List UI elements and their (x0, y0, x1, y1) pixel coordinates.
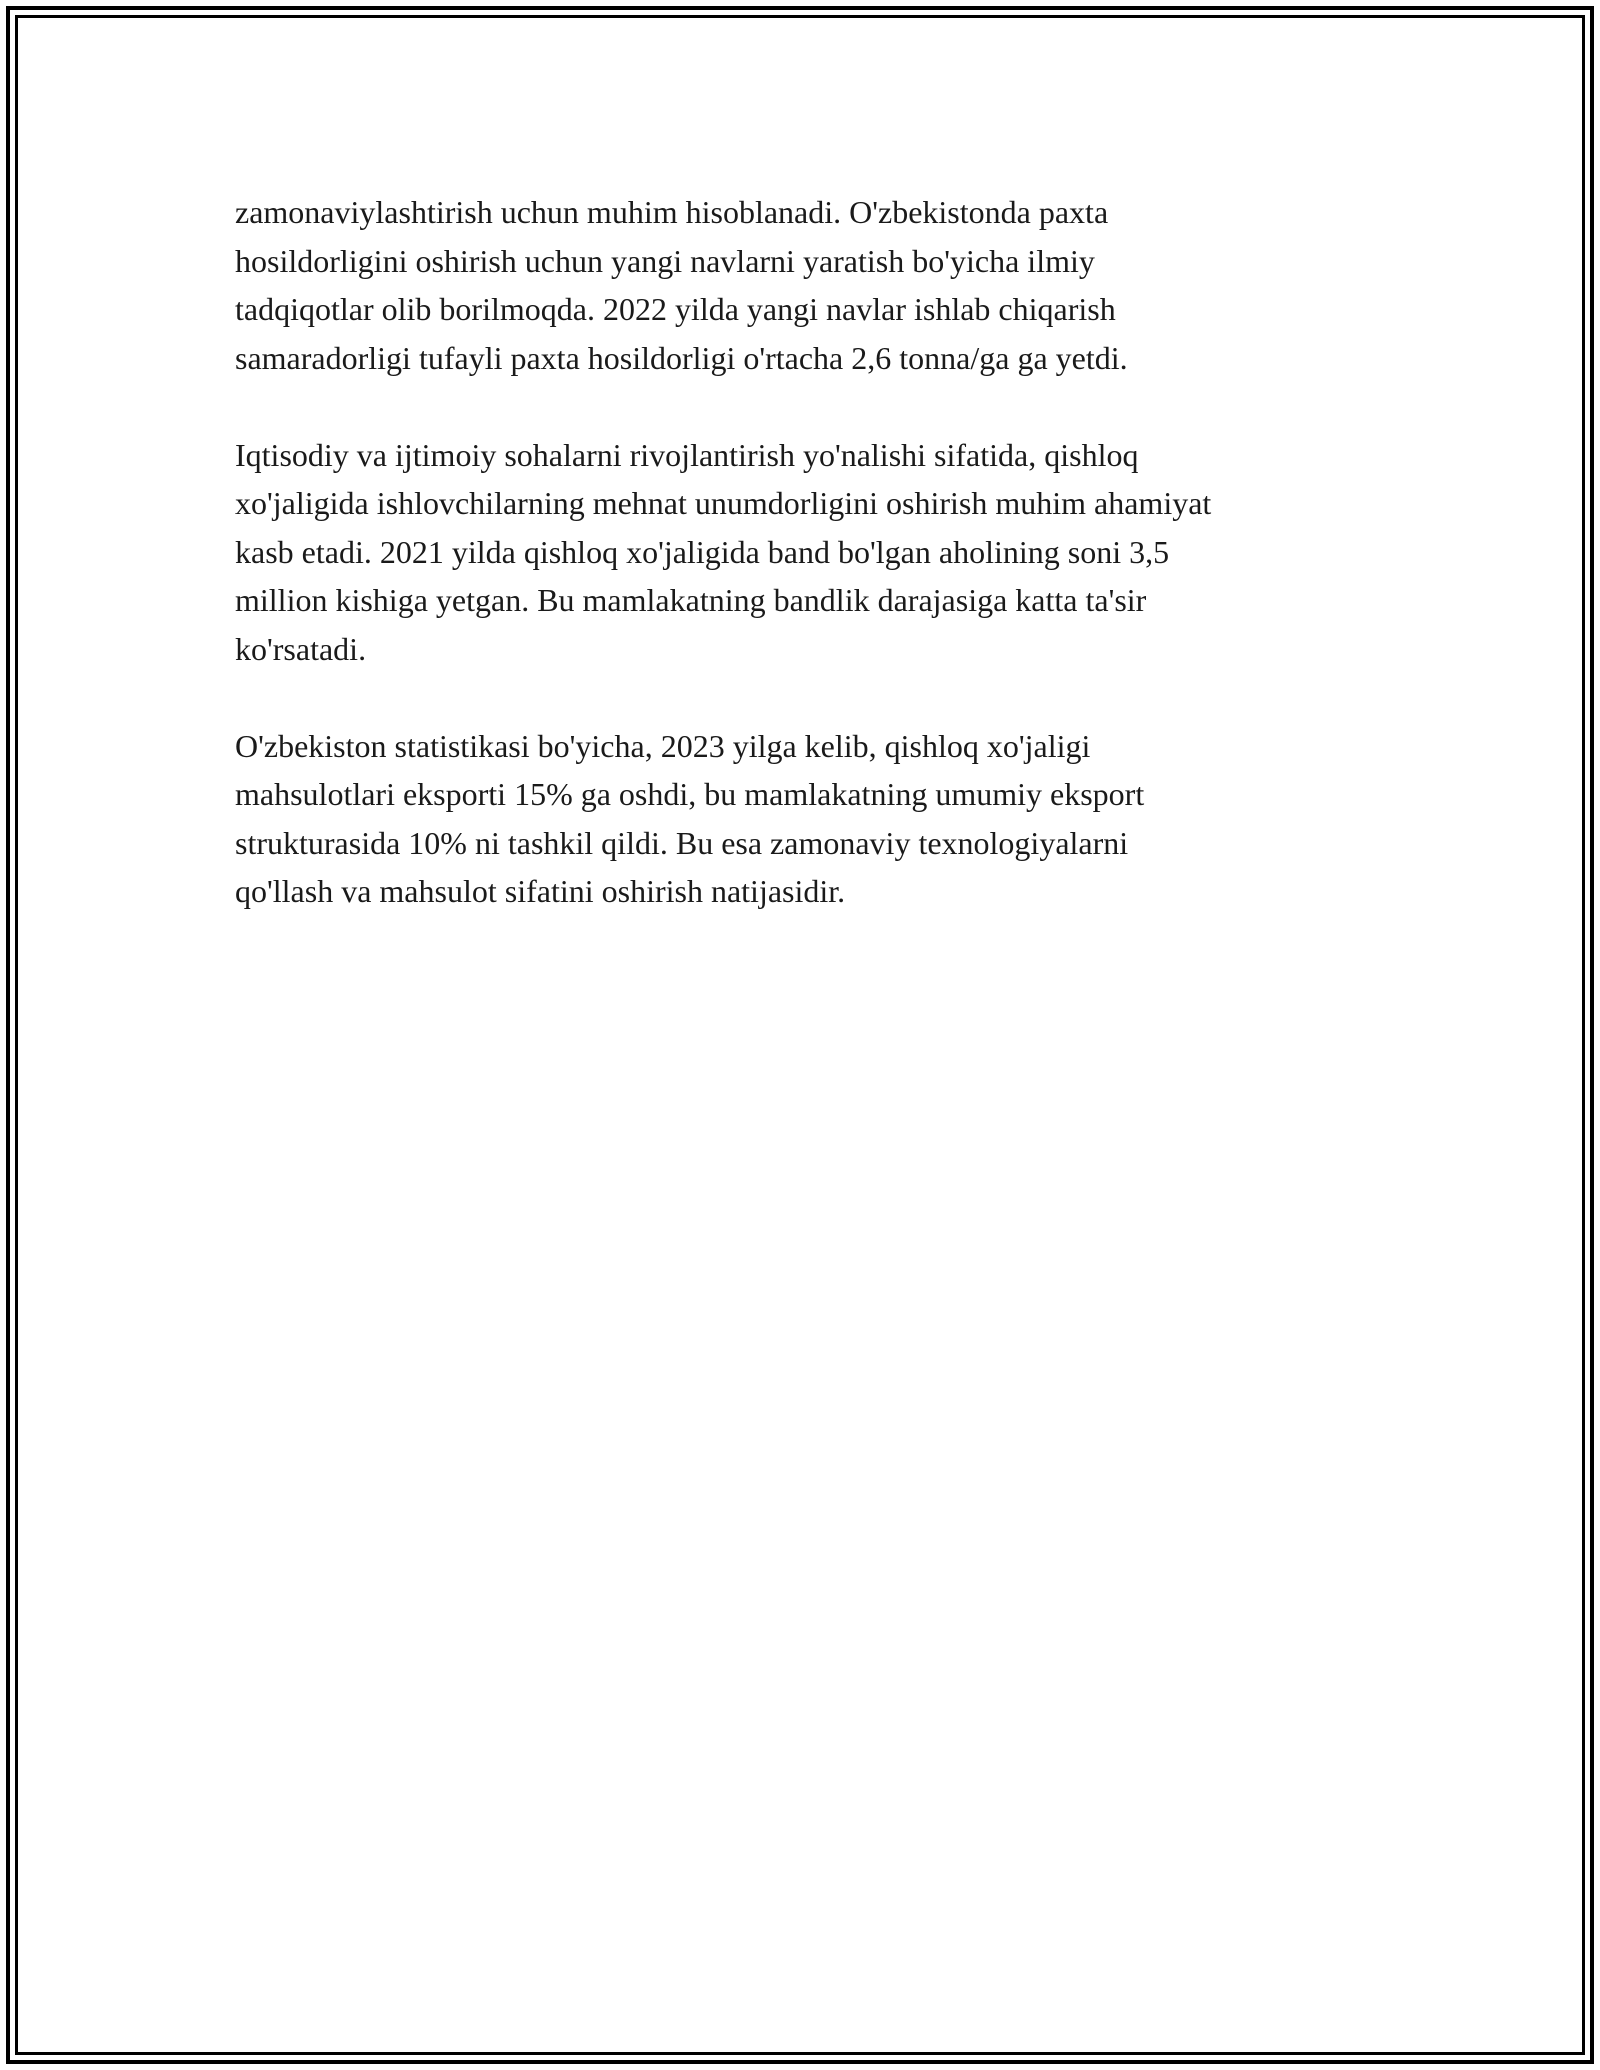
paragraph (235, 431, 1385, 674)
text-line: hosildorligini oshirish uchun yangi navlarni yaratish bo'yicha ilmiy (235, 242, 1095, 279)
text-line: zamonaviylashtirish uchun muhim hisoblanadi. O'zbekistonda paxta (235, 194, 1109, 230)
paragraph (235, 722, 1385, 916)
text-line: qo'llash va mahsulot sifatini oshirish natijasidir. (235, 873, 846, 909)
text-line: million kishiga yetgan. Bu mamlakatning bandlik darajasiga katta ta'sir (235, 582, 1147, 618)
document-body (235, 188, 1385, 964)
text-line: kasb etadi. 2021 yilda qishloq xo'jaligida band bo'lgan aholining soni 3,5 (235, 533, 1170, 570)
text-line: tadqiqotlar olib borilmoqda. 2022 yilda yangi navlar ishlab chiqarish (235, 291, 1116, 327)
text-line: Iqtisodiy va ijtimoiy sohalarni rivojlantirish yo'nalishi sifatida, qishloq (235, 436, 1139, 473)
text-line: strukturasida 10% ni tashkil qildi. Bu esa zamonaviy texnologiyalarni (235, 824, 1129, 861)
text-line: ko'rsatadi. (235, 630, 367, 667)
text-line: samaradorligi tufayli paxta hosildorligi o'rtacha 2,6 tonna/ga ga yetdi. (235, 339, 1128, 376)
text-line: O'zbekiston statistikasi bo'yicha, 2023 yilga kelib, qishloq xo'jaligi (235, 727, 1091, 764)
paragraph (235, 188, 1385, 382)
text-line: mahsulotlari eksporti 15% ga oshdi, bu mamlakatning umumiy eksport (235, 776, 1145, 812)
text-line: xo'jaligida ishlovchilarning mehnat unumdorligini oshirish muhim ahamiyat (235, 485, 1212, 521)
